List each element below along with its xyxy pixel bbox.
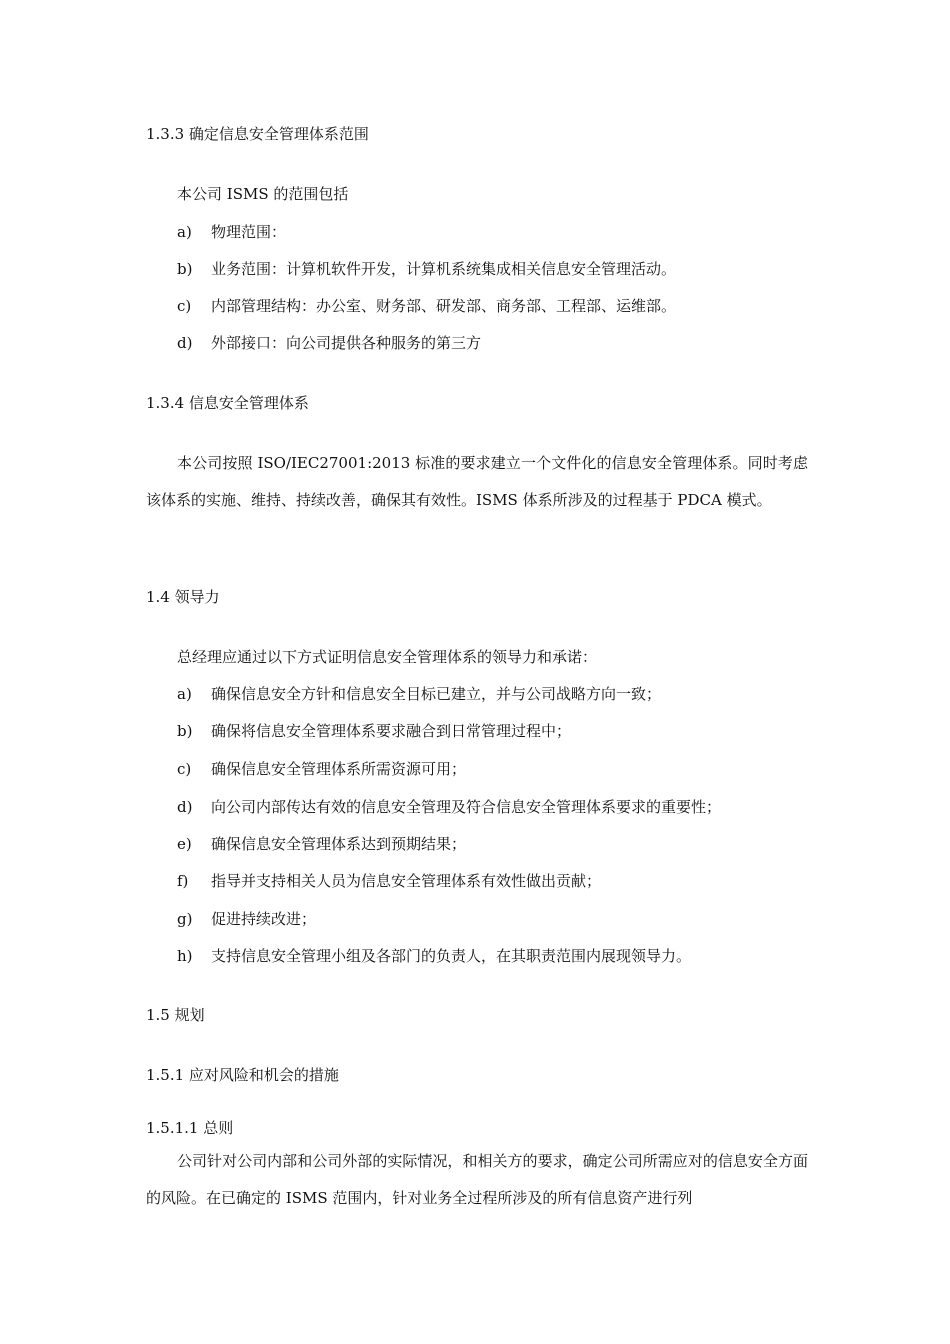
list-item xyxy=(177,797,721,817)
list-marker: c) xyxy=(177,760,192,778)
list-marker: b) xyxy=(177,722,193,740)
list-marker: b) xyxy=(177,260,193,278)
scope-intro: 本公司 ISMS 的范围包括 xyxy=(177,185,349,203)
list-marker: d) xyxy=(177,798,193,816)
list-item-text: 向公司内部传达有效的信息安全管理及符合信息安全管理体系要求的重要性； xyxy=(211,798,722,816)
list-marker: f) xyxy=(177,872,189,890)
list-item-text: 外部接口：向公司提供各种服务的第三方 xyxy=(211,334,482,352)
list-marker: g) xyxy=(177,910,193,928)
list-item xyxy=(177,721,571,741)
leadership-intro: 总经理应通过以下方式证明信息安全管理体系的领导力和承诺： xyxy=(177,648,598,666)
list-item xyxy=(177,684,661,704)
list-item-text: 确保信息安全管理体系所需资源可用； xyxy=(211,760,467,778)
list-item xyxy=(177,909,316,929)
list-item xyxy=(177,333,481,353)
list-item xyxy=(177,759,466,779)
list-item-text: 业务范围：计算机软件开发，计算机系统集成相关信息安全管理活动。 xyxy=(211,260,677,278)
list-item xyxy=(177,259,676,279)
list-item xyxy=(177,834,466,854)
list-item-text: 确保将信息安全管理体系要求融合到日常管理过程中； xyxy=(211,722,572,740)
section-heading-1-3-4: 1.3.4 信息安全管理体系 xyxy=(146,394,309,412)
list-item xyxy=(177,946,691,966)
list-marker: a) xyxy=(177,223,192,241)
list-marker: h) xyxy=(177,947,193,965)
list-item xyxy=(177,871,601,891)
section-heading-1-3-3: 1.3.3 确定信息安全管理体系范围 xyxy=(146,125,369,143)
list-item-text: 确保信息安全方针和信息安全目标已建立，并与公司战略方向一致； xyxy=(211,685,662,703)
list-item-text: 内部管理结构：办公室、财务部、研发部、商务部、工程部、运维部。 xyxy=(211,297,677,315)
section-heading-1-5-1-1: 1.5.1.1 总则 xyxy=(146,1119,234,1137)
section-heading-1-5-1: 1.5.1 应对风险和机会的措施 xyxy=(146,1066,339,1084)
list-item-text: 指导并支持相关人员为信息安全管理体系有效性做出贡献； xyxy=(211,872,602,890)
list-marker: c) xyxy=(177,297,192,315)
body-paragraph: 本公司按照 ISO/IEC27001:2013 标准的要求建立一个文件化的信息安全管理体系。同时考虑该体系的实施、维持、持续改善，确保其有效性。ISMS 体系所涉及的过程基于 PDCA 模式。 xyxy=(146,454,808,509)
section-heading-1-5: 1.5 规划 xyxy=(146,1006,205,1024)
list-marker: a) xyxy=(177,685,192,703)
list-item-text: 支持信息安全管理小组及各部门的负责人，在其职责范围内展现领导力。 xyxy=(211,947,692,965)
list-marker: d) xyxy=(177,334,193,352)
list-item xyxy=(177,222,286,242)
list-item-text: 物理范围： xyxy=(211,223,287,241)
body-paragraph: 公司针对公司内部和公司外部的实际情况，和相关方的要求，确定公司所需应对的信息安全方面的风险。在已确定的 ISMS 范围内，针对业务全过程所涉及的所有信息资产进行列 xyxy=(146,1152,808,1207)
section-heading-1-4: 1.4 领导力 xyxy=(146,588,220,606)
list-item-text: 确保信息安全管理体系达到预期结果； xyxy=(211,835,467,853)
list-item xyxy=(177,296,676,316)
list-marker: e) xyxy=(177,835,192,853)
list-item-text: 促进持续改进； xyxy=(211,910,317,928)
